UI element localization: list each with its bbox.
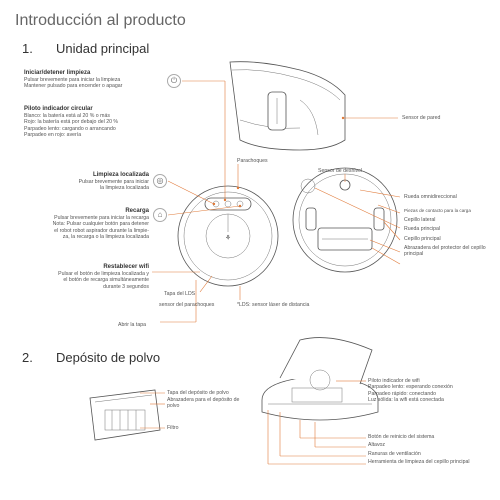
spot-line: Pulsar brevemente para iniciar xyxy=(78,179,149,185)
wifi-title: Restablecer wifi xyxy=(103,264,149,270)
wall-sensor-label: Sensor de pared xyxy=(402,115,441,121)
vents-label: Ranuras de ventilación xyxy=(368,450,421,457)
bottom-label: Rueda omnidireccional xyxy=(404,194,457,200)
power-line: Pulsar brevemente para iniciar la limpieza xyxy=(24,77,121,83)
spot-icon: ◎ xyxy=(153,174,167,188)
spot-line: la limpieza localizada xyxy=(99,185,149,192)
bottom-label: Rueda principal xyxy=(404,226,441,233)
bin-clip-label: Abrazadera para el depósito de polvo xyxy=(167,397,240,410)
open-lid-label: Abrir la tapa xyxy=(118,322,146,328)
lds-note: *LDS: sensor láser de distancia xyxy=(237,302,310,308)
wifi-indicator-line: Luz sólida: la wifi está conectada xyxy=(368,397,444,404)
home-icon: ⌂ xyxy=(153,208,167,222)
svg-text:⚘: ⚘ xyxy=(224,235,232,242)
indicator-line: Parpadeo lento: cargando o arrancando xyxy=(24,125,116,132)
wifi-line: durante 3 segundos xyxy=(103,283,149,290)
bottom-label: Cepillo lateral xyxy=(404,216,436,223)
dock-line: Nota: Pulsar cualquier botón para detener xyxy=(52,221,149,228)
power-line: Mantener pulsado para encender o apagar xyxy=(24,83,123,90)
indicator-title: Piloto indicador circular xyxy=(24,106,93,112)
dock-line: el robot robot aspirador durante la limpie- xyxy=(54,227,149,234)
section2-number: 2. xyxy=(22,350,33,365)
speaker-label: Altavoz xyxy=(368,442,386,449)
lds-cover-label: Tapa del LDS xyxy=(164,291,196,297)
wifi-indicator-line: Parpadeo rápido: conectando xyxy=(368,390,437,397)
wifi-indicator-line: Parpadeo lento: esperando conexión xyxy=(368,384,453,391)
indicator-line: Rojo: la batería está por debajo del 20 % xyxy=(24,119,119,126)
bumper-sensor-label: sensor del parachoques xyxy=(159,302,215,308)
wifi-line: el botón de recarga simultáneamente xyxy=(63,277,149,284)
dock-line: za, la recarga o la limpieza localizada xyxy=(62,234,149,241)
bin-lid-label: Tapa del depósito de polvo xyxy=(167,390,229,396)
wifi-indicator-title: Piloto indicador de wifi xyxy=(368,378,420,384)
bottom-label: Abrazadera del protector del cepillo principal xyxy=(404,245,486,258)
page-title: Introducción al producto xyxy=(15,12,186,29)
brush-tool-label: Herramienta de limpieza del cepillo principal xyxy=(368,459,470,466)
power-title: Iniciar/detener limpieza xyxy=(24,70,91,76)
bumper-label: Parachoques xyxy=(237,158,268,164)
wifi-line: Pulsar el botón de limpieza localizada y xyxy=(58,271,149,277)
dock-line: Pulsar brevemente para iniciar la recarga xyxy=(54,215,149,221)
filter-label: Filtro xyxy=(167,425,179,431)
section2-title: Depósito de polvo xyxy=(56,350,161,365)
spot-title: Limpieza localizada xyxy=(92,172,149,178)
power-icon: ⏻ xyxy=(167,74,181,88)
indicator-line: Parpadeo en rojo: avería xyxy=(24,132,82,139)
bottom-label: Piezas de contacto para la carga xyxy=(404,208,471,214)
bottom-label: Cepillo principal xyxy=(404,235,441,242)
cliff-sensor-label: Sensor de desnivel xyxy=(318,168,363,174)
section1-number: 1. xyxy=(22,41,33,56)
section1-title: Unidad principal xyxy=(56,41,150,56)
dock-title: Recarga xyxy=(125,208,149,214)
reset-label: Botón de reinicio del sistema xyxy=(368,434,435,440)
indicator-line: Blanco: la batería está al 20 % o más xyxy=(24,113,110,119)
